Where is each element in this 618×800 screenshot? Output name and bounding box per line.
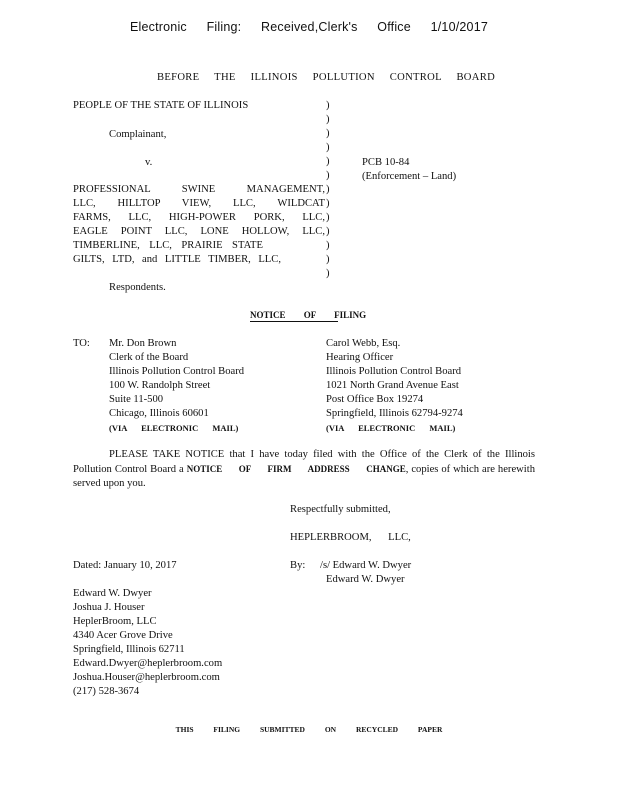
respondent-line: EAGLE POINT LLC, LONE HOLLOW, LLC,	[73, 226, 325, 237]
respondent-line: PROFESSIONAL SWINE MANAGEMENT,	[73, 184, 325, 195]
delivery-method: (VIA ELECTRONIC MAIL)	[326, 423, 456, 433]
paren: )	[326, 226, 330, 237]
recipient-hearing-officer	[326, 337, 463, 435]
firm-name: HEPLERBROOM, LLC,	[290, 532, 411, 543]
header-office: Office	[377, 20, 411, 34]
header-received: Received,Clerk's	[261, 20, 358, 34]
paren: )	[326, 100, 330, 111]
address-line: Springfield, Illinois 62794-9274	[326, 408, 463, 419]
paren: )	[326, 170, 330, 181]
paren: )	[326, 198, 330, 209]
case-number: PCB 10-84	[362, 157, 410, 168]
dated: Dated: January 10, 2017	[73, 560, 177, 571]
respondent-line: GILTS, LTD, and LITTLE TIMBER, LLC,	[73, 254, 281, 265]
respondent-line: FARMS, LLC, HIGH-POWER PORK, LLC,	[73, 212, 325, 223]
document-title: BEFORE THE ILLINOIS POLLUTION CONTROL BOARD	[157, 72, 496, 83]
paren: )	[326, 240, 330, 251]
case-type: (Enforcement – Land)	[362, 171, 457, 182]
signer-name: Edward W. Dwyer	[326, 574, 405, 585]
respectfully-submitted: Respectfully submitted,	[290, 504, 391, 515]
caption-parentheses	[326, 99, 336, 281]
notice-body	[73, 448, 535, 491]
address-line: Hearing Officer	[326, 352, 394, 363]
header-label: Electronic	[129, 20, 187, 34]
paren: )	[326, 268, 330, 279]
respondent-line: TIMBERLINE, LLC, PRAIRIE STATE	[73, 240, 263, 251]
block-line: 4340 Acer Grove Drive	[73, 630, 173, 641]
address-line: Post Office Box 19274	[326, 394, 424, 405]
body-text-1: PLEASE TAKE NOTICE that I have today filed with the Office of the Clerk of the Illinois Pollution Control Board a	[73, 449, 535, 475]
versus-label: v.	[145, 157, 153, 168]
respondents-list	[73, 183, 325, 267]
electronic-signature: /s/ Edward W. Dwyer	[320, 560, 412, 571]
to-label: TO:	[73, 338, 90, 349]
block-line: Springfield, Illinois 62711	[73, 644, 185, 655]
by-label: By:	[290, 560, 306, 571]
email-link[interactable]: Joshua.Houser@heplerbroom.com	[73, 672, 220, 683]
address-line: Chicago, Illinois 60601	[109, 408, 209, 419]
electronic-filing-header	[0, 20, 618, 34]
header-date: 1/10/2017	[430, 20, 489, 34]
recycled-paper-note: THIS FILING SUBMITTED ON RECYCLED PAPER	[175, 725, 443, 734]
recipient-clerk	[109, 337, 244, 435]
block-line: Edward W. Dwyer	[73, 588, 152, 599]
address-line: Illinois Pollution Control Board	[109, 366, 245, 377]
paren: )	[326, 128, 330, 139]
complainant-name: PEOPLE OF THE STATE OF ILLINOIS	[73, 100, 249, 111]
paren: )	[326, 212, 330, 223]
address-line: Carol Webb, Esq.	[326, 338, 401, 349]
block-line: HeplerBroom, LLC	[73, 616, 157, 627]
notice-of-filing-title: NOTICE OF FILING	[250, 310, 367, 320]
address-line: Mr. Don Brown	[109, 338, 177, 349]
block-line: (217) 528-3674	[73, 686, 140, 697]
email-link[interactable]: Edward.Dwyer@heplerbroom.com	[73, 658, 223, 669]
attorney-signature-block	[73, 587, 222, 699]
address-line: Suite 11-500	[109, 394, 164, 405]
block-line: Joshua J. Houser	[73, 602, 145, 613]
body-emphasis: NOTICE OF FIRM ADDRESS CHANGE	[186, 464, 406, 474]
address-line: 100 W. Randolph Street	[109, 380, 211, 391]
paren: )	[326, 184, 330, 195]
paren: )	[326, 254, 330, 265]
address-line: 1021 North Grand Avenue East	[326, 380, 459, 391]
address-line: Clerk of the Board	[109, 352, 189, 363]
header-filing: Filing:	[206, 20, 242, 34]
address-line: Illinois Pollution Control Board	[326, 366, 462, 377]
respondents-role: Respondents.	[109, 282, 166, 293]
complainant-role: Complainant,	[109, 129, 167, 140]
paren: )	[326, 156, 330, 167]
paren: )	[326, 114, 330, 125]
respondent-line: LLC, HILLTOP VIEW, LLC, WILDCAT	[73, 198, 325, 209]
delivery-method: (VIA ELECTRONIC MAIL)	[109, 423, 239, 433]
paren: )	[326, 142, 330, 153]
body-text-2: , copies of which are herewith served upon you.	[73, 464, 535, 489]
